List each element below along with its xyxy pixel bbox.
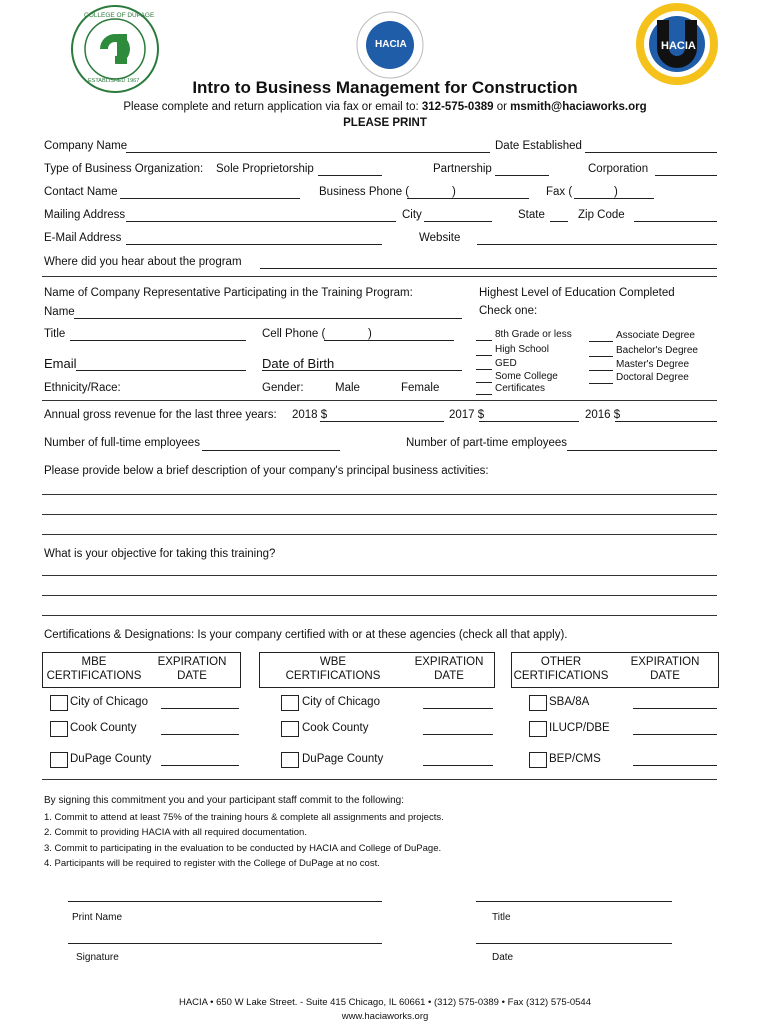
description-line-2[interactable] xyxy=(42,514,717,515)
other-sba-checkbox[interactable] xyxy=(529,695,547,711)
logo-left-est: ESTABLISHED 1967 xyxy=(88,78,140,84)
city-label: City xyxy=(402,209,422,221)
edu-assoc-label: Associate Degree xyxy=(616,330,695,341)
where-heard-label: Where did you hear about the program xyxy=(44,256,242,268)
state-label: State xyxy=(518,209,545,221)
date-field[interactable] xyxy=(476,943,672,944)
edu-hs-field[interactable] xyxy=(476,355,492,356)
fax-number: 312-575-0389 xyxy=(421,101,494,113)
revenue-2018-label: 2018 $ xyxy=(292,409,328,421)
other-bep-exp-field[interactable] xyxy=(633,765,717,766)
zip-field[interactable] xyxy=(634,221,717,222)
wbe-cook-exp-field[interactable] xyxy=(423,734,493,735)
wbe-cook-checkbox[interactable] xyxy=(281,721,299,737)
edu-bach-field[interactable] xyxy=(589,356,613,357)
description-line-1[interactable] xyxy=(42,494,717,495)
commitment-intro: By signing this commitment you and your participant staff commit to the following: xyxy=(44,795,404,806)
objective-line-3[interactable] xyxy=(42,615,717,616)
mbe-chicago-checkbox[interactable] xyxy=(50,695,68,711)
wbe-header: WBE CERTIFICATIONS xyxy=(285,656,381,682)
revenue-2017-label: 2017 $ xyxy=(449,409,485,421)
date-established-label: Date Established xyxy=(495,140,582,152)
company-name-label: Company Name xyxy=(44,140,128,152)
mbe-chicago-label: City of Chicago xyxy=(70,696,148,708)
state-field[interactable] xyxy=(550,221,568,222)
page-title: Intro to Business Management for Construction xyxy=(192,78,578,97)
other-bep-checkbox[interactable] xyxy=(529,752,547,768)
footer-website: www.haciaworks.org xyxy=(341,1011,429,1022)
revenue-2018-field[interactable] xyxy=(320,421,444,422)
divider-1 xyxy=(42,276,717,277)
commitment-item-2: 2. Commit to providing HACIA with all required documentation. xyxy=(44,827,307,838)
city-field[interactable] xyxy=(424,221,492,222)
commitment-item-4: 4. Participants will be required to register with the College of DuPage at no cost. xyxy=(44,858,380,869)
fulltime-field[interactable] xyxy=(202,450,340,451)
footer-address: HACIA • 650 W Lake Street. - Suite 415 Chicago, IL 60661 • (312) 575-0389 • Fax (312) 575-0544 xyxy=(178,997,592,1008)
mbe-chicago-exp-field[interactable] xyxy=(161,708,239,709)
hacia-center-logo xyxy=(355,10,425,80)
fax-close: ) xyxy=(614,186,618,198)
edu-master-label: Master's Degree xyxy=(616,359,690,370)
print-name-label: Print Name xyxy=(72,912,123,923)
business-phone-close: ) xyxy=(452,186,456,198)
sole-prop-field[interactable] xyxy=(318,175,382,176)
mbe-header: MBE CERTIFICATIONS xyxy=(46,656,142,682)
business-phone-label: Business Phone ( xyxy=(319,186,410,198)
revenue-2017-field[interactable] xyxy=(479,421,579,422)
mbe-dupage-exp-field[interactable] xyxy=(161,765,239,766)
wbe-chicago-checkbox[interactable] xyxy=(281,695,299,711)
wbe-dupage-exp-field[interactable] xyxy=(423,765,493,766)
objective-line-1[interactable] xyxy=(42,575,717,576)
divider-2 xyxy=(42,400,717,401)
where-heard-field[interactable] xyxy=(260,268,717,269)
cell-phone-field[interactable] xyxy=(324,340,454,341)
partnership-label: Partnership xyxy=(433,163,492,175)
website-label: Website xyxy=(419,232,461,244)
wbe-exp-header: EXPIRATION DATE xyxy=(414,656,484,682)
email-address: msmith@haciaworks.org xyxy=(510,101,647,113)
male-label: Male xyxy=(335,382,360,394)
other-header: OTHER CERTIFICATIONS xyxy=(513,656,609,682)
other-ilucp-exp-field[interactable] xyxy=(633,734,717,735)
email-address-field[interactable] xyxy=(126,244,382,245)
title-label: Title xyxy=(492,912,511,923)
rep-title-label: Title xyxy=(44,328,66,340)
mailing-address-label: Mailing Address xyxy=(44,209,126,221)
edu-college-field[interactable] xyxy=(476,382,492,383)
edu-assoc-field[interactable] xyxy=(589,341,613,342)
other-ilucp-label: ILUCP/DBE xyxy=(549,722,610,734)
fulltime-label: Number of full-time employees xyxy=(44,437,200,449)
edu-8th-label: 8th Grade or less xyxy=(495,329,572,340)
cell-phone-close: ) xyxy=(368,328,372,340)
rep-title-field[interactable] xyxy=(70,340,246,341)
wbe-chicago-exp-field[interactable] xyxy=(423,708,493,709)
rep-heading: Name of Company Representative Participating in the Training Program: xyxy=(44,287,413,299)
description-line-3[interactable] xyxy=(42,534,717,535)
contact-name-label: Contact Name xyxy=(44,186,118,198)
dob-label: Date of Birth xyxy=(262,356,335,371)
other-bep-label: BEP/CMS xyxy=(549,753,601,765)
sole-prop-label: Sole Proprietorship xyxy=(216,163,314,175)
title-field[interactable] xyxy=(476,901,672,902)
other-ilucp-checkbox[interactable] xyxy=(529,721,547,737)
business-phone-field[interactable] xyxy=(407,198,529,199)
other-exp-header: EXPIRATION DATE xyxy=(630,656,700,682)
edu-ged-field[interactable] xyxy=(476,369,492,370)
edu-cert-field[interactable] xyxy=(476,394,492,395)
corporation-field[interactable] xyxy=(655,175,717,176)
date-label: Date xyxy=(492,952,514,963)
edu-doctoral-field[interactable] xyxy=(589,383,613,384)
date-established-field[interactable] xyxy=(585,152,717,153)
edu-college-label: Some College xyxy=(495,371,558,382)
hacia-u-text: HACIA xyxy=(661,40,696,52)
cell-phone-label: Cell Phone ( xyxy=(262,328,326,340)
parttime-field[interactable] xyxy=(567,450,717,451)
edu-ged-label: GED xyxy=(495,358,517,369)
hacia-u-logo xyxy=(635,2,719,86)
edu-master-field[interactable] xyxy=(589,370,613,371)
check-one-label: Check one: xyxy=(479,305,538,317)
wbe-dupage-checkbox[interactable] xyxy=(281,752,299,768)
mbe-cook-checkbox[interactable] xyxy=(50,721,68,737)
cert-heading: Certifications & Designations: Is your company certified with or at these agencies (check all that apply). xyxy=(44,629,568,641)
instructions-text: Please complete and return application via fax or email to: xyxy=(123,101,422,113)
wbe-chicago-label: City of Chicago xyxy=(302,696,380,708)
mbe-dupage-checkbox[interactable] xyxy=(50,752,68,768)
partnership-field[interactable] xyxy=(495,175,549,176)
wbe-dupage-label: DuPage County xyxy=(302,753,384,765)
edu-cert-label: Certificates xyxy=(495,383,546,394)
company-name-field[interactable] xyxy=(126,152,490,153)
hacia-center-text: HACIA xyxy=(375,39,407,50)
edu-hs-label: High School xyxy=(495,344,549,355)
other-sba-label: SBA/8A xyxy=(549,696,590,708)
logo-left-text: COLLEGE OF DUPAGE xyxy=(84,12,155,19)
education-heading: Highest Level of Education Completed xyxy=(479,287,675,299)
or-text: or xyxy=(493,101,511,113)
edu-doctoral-label: Doctoral Degree xyxy=(616,372,689,383)
revenue-label: Annual gross revenue for the last three years: xyxy=(44,409,277,421)
print-name-field[interactable] xyxy=(68,901,382,902)
description-prompt: Please provide below a brief description of your company's principal business activities: xyxy=(44,465,489,477)
corporation-label: Corporation xyxy=(588,163,649,175)
dob-field[interactable] xyxy=(262,370,462,371)
instructions xyxy=(0,101,770,113)
please-print: PLEASE PRINT xyxy=(343,117,427,129)
objective-prompt: What is your objective for taking this training? xyxy=(44,548,276,560)
divider-3 xyxy=(42,779,717,780)
email-address-label: E-Mail Address xyxy=(44,232,122,244)
rep-name-label: Name xyxy=(44,306,75,318)
fax-label: Fax ( xyxy=(546,186,573,198)
mbe-cook-exp-field[interactable] xyxy=(161,734,239,735)
gender-label: Gender: xyxy=(262,382,304,394)
revenue-2016-field[interactable] xyxy=(615,421,717,422)
other-sba-exp-field[interactable] xyxy=(633,708,717,709)
signature-label: Signature xyxy=(76,952,119,963)
zip-label: Zip Code xyxy=(578,209,625,221)
mbe-cook-label: Cook County xyxy=(70,722,137,734)
edu-bach-label: Bachelor's Degree xyxy=(616,345,698,356)
commitment-item-1: 1. Commit to attend at least 75% of the training hours & complete all assignments and projects. xyxy=(44,812,444,823)
rep-email-label: Email xyxy=(44,356,77,371)
ethnicity-label: Ethnicity/Race: xyxy=(44,382,121,394)
rep-name-field[interactable] xyxy=(74,318,462,319)
wbe-cook-label: Cook County xyxy=(302,722,369,734)
rep-email-field[interactable] xyxy=(76,370,246,371)
parttime-label: Number of part-time employees xyxy=(406,437,568,449)
mbe-dupage-label: DuPage County xyxy=(70,753,152,765)
mbe-exp-header: EXPIRATION DATE xyxy=(157,656,227,682)
website-field[interactable] xyxy=(477,244,717,245)
revenue-2016-label: 2016 $ xyxy=(585,409,621,421)
type-of-org-label: Type of Business Organization: xyxy=(44,163,204,175)
commitment-item-3: 3. Commit to participating in the evaluation to be conducted by HACIA and College of DuPage. xyxy=(44,843,442,854)
edu-8th-field[interactable] xyxy=(476,340,492,341)
mailing-address-field[interactable] xyxy=(126,221,396,222)
contact-name-field[interactable] xyxy=(120,198,300,199)
female-label: Female xyxy=(401,382,440,394)
objective-line-2[interactable] xyxy=(42,595,717,596)
signature-field[interactable] xyxy=(68,943,382,944)
